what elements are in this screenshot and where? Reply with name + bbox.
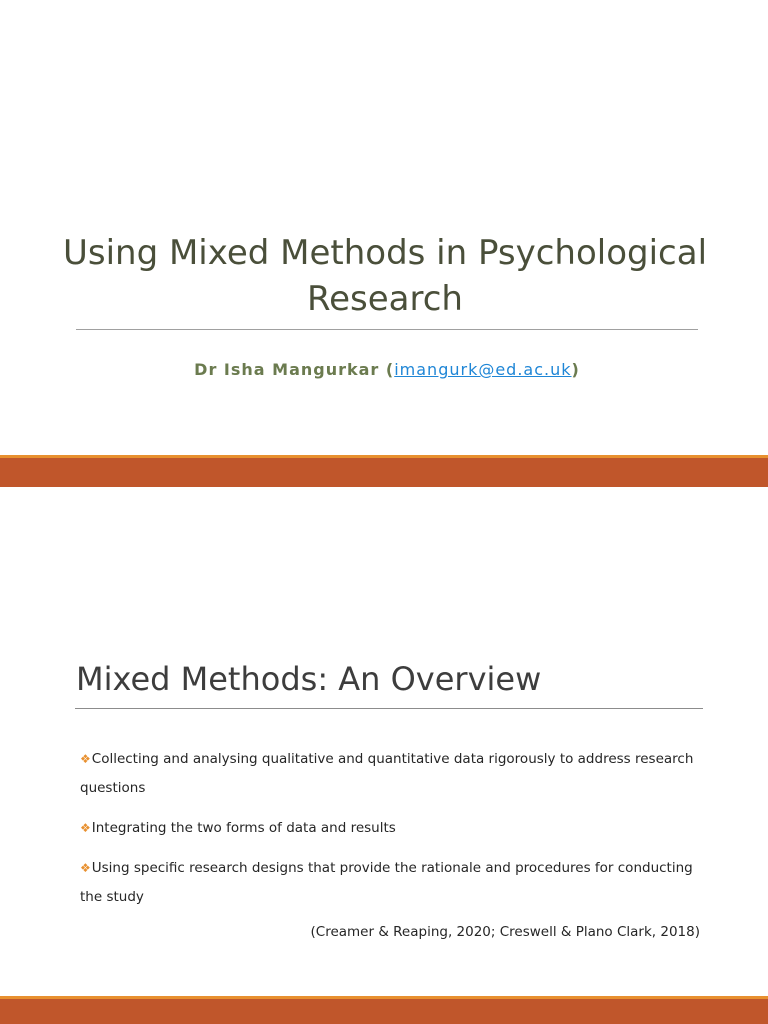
presentation-title: Using Mixed Methods in Psychological Research: [62, 233, 708, 319]
bullet-text: Integrating the two forms of data and results: [91, 820, 396, 836]
bullet-text: Using specific research designs that provide the rationale and procedures for conducting the study: [80, 860, 693, 905]
slide-heading: Mixed Methods: An Overview: [76, 660, 542, 698]
slide-separator-band: [0, 455, 768, 487]
title-slide: [0, 0, 768, 456]
bullet-item: [76, 854, 701, 912]
author-name: Dr Isha Mangurkar: [194, 360, 380, 379]
diamond-bullet-icon: ❖: [80, 861, 91, 875]
bullet-list: [76, 745, 701, 923]
email-open-paren: (: [379, 360, 395, 379]
bullet-item: [76, 745, 701, 803]
overview-slide: [0, 487, 768, 997]
heading-divider: [75, 708, 703, 709]
slide-footer-band: [0, 996, 768, 1024]
bullet-item: [76, 814, 701, 843]
author-line: [76, 360, 698, 379]
author-email-link[interactable]: imangurk@ed.ac.uk: [394, 360, 572, 379]
diamond-bullet-icon: ❖: [80, 821, 91, 835]
diamond-bullet-icon: ❖: [80, 752, 91, 766]
citation: (Creamer & Reaping, 2020; Creswell & Plano Clark, 2018): [310, 924, 700, 940]
bullet-text: Collecting and analysing qualitative and quantitative data rigorously to address research questions: [80, 751, 694, 796]
title-divider: [76, 329, 698, 330]
email-close-paren: ): [571, 360, 580, 379]
